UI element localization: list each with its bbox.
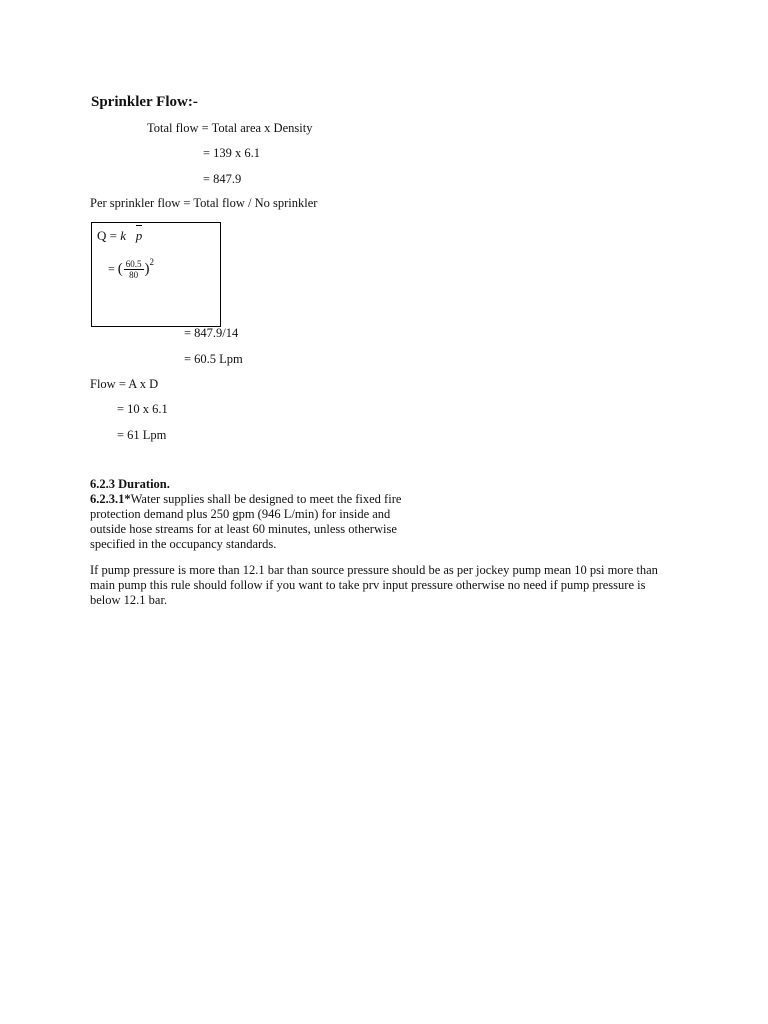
- p-symbol: p: [135, 228, 143, 243]
- duration-heading: 6.2.3 Duration.: [90, 477, 170, 491]
- close-paren: ): [144, 261, 150, 277]
- per-sprinkler-result: = 60.5 Lpm: [184, 352, 243, 366]
- k-symbol: k: [120, 228, 127, 243]
- fraction-denominator: 80: [129, 270, 139, 280]
- fraction-numerator: 60.5: [125, 259, 142, 269]
- open-paren: (: [117, 261, 123, 277]
- flow-ad-substitution: = 10 x 6.1: [117, 402, 168, 416]
- duration-clause: [90, 492, 412, 552]
- q-lhs: Q =: [97, 228, 121, 243]
- q-equation: [97, 228, 142, 244]
- total-flow-result: = 847.9: [203, 172, 242, 186]
- fraction-equation: [108, 259, 154, 280]
- per-sprinkler-formula: Per sprinkler flow = Total flow / No sprinkler: [90, 196, 318, 210]
- section-heading: Sprinkler Flow:-: [91, 94, 198, 110]
- fraction: [124, 259, 144, 280]
- pump-pressure-note: If pump pressure is more than 12.1 bar than source pressure should be as per jockey pump mean 10 psi more than main pump this rule should follow if you want to take prv input pressure otherwise no need if pump pressure is below 12.1 bar.: [90, 563, 658, 607]
- flow-ad-formula: Flow = A x D: [90, 377, 159, 391]
- clause-text: Water supplies shall be designed to meet the fixed fire protection demand plus 250 gpm (946 L/min) for inside and outside hose streams for at least 60 minutes, unless otherwise specified in the occupancy standards.: [90, 492, 402, 551]
- clause-number: 6.2.3.1*: [90, 492, 131, 506]
- total-flow-formula: Total flow = Total area x Density: [147, 121, 313, 135]
- total-flow-substitution: = 139 x 6.1: [203, 146, 261, 160]
- per-sprinkler-substitution: = 847.9/14: [184, 326, 239, 340]
- formula-box: [91, 222, 221, 327]
- fraction-eq-sign: =: [108, 261, 118, 276]
- fraction-exponent: 2: [149, 257, 155, 267]
- flow-ad-result: = 61 Lpm: [117, 428, 167, 442]
